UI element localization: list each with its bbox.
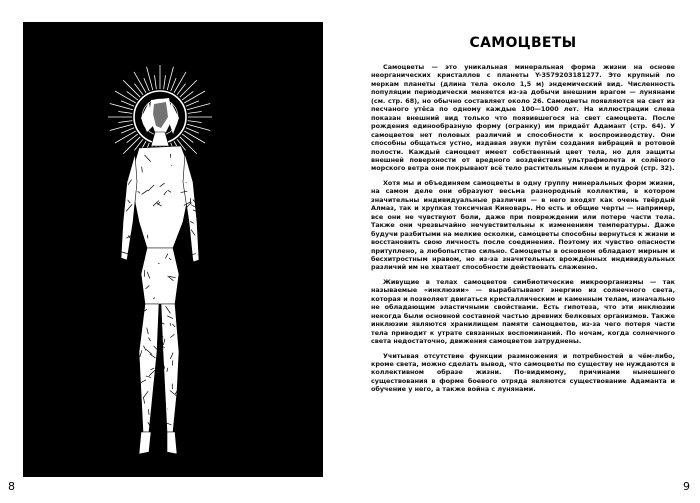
- facet-line: [129, 162, 131, 164]
- facet-line: [177, 401, 178, 407]
- facet-line: [131, 237, 136, 242]
- facet-line: [156, 377, 157, 383]
- illustration-panel: [23, 22, 323, 477]
- halo-ray: [118, 121, 132, 123]
- halo-ray: [180, 80, 197, 97]
- figure-body: [121, 132, 199, 454]
- halo-ray: [174, 72, 186, 93]
- page-number-right: 9: [683, 480, 690, 493]
- facet-line: [129, 245, 133, 250]
- paragraph-2: Хотя мы и объединяем самоцветы в одну группу минеральных форм жизни, на самом деле они образуют весьма разнородный коллектив, в котором значительны индивидуальные различия — в него входят как очень твёрдый Алмаз, так и хрупкая токсичная Киноварь. Но есть и общие черты — например, все они не чувствуют боли, даже при повреждении или потере части тела. Также они чрезвычайно нечувствительны к изменениям температуры. Даже будучи разбитыми на мелкие осколки, самоцветы способны вернуться к жизни и восстановить свою личность после соединения. Поэтому их чувство опасности притуплено, а любопытство сильно. Самоцветы в основном обладают мирным и бесхитростным нравом, но из-за значительных врождённых индивидуальных различий им не хватает способности действовать слаженно.: [371, 178, 675, 272]
- halo-ray: [184, 131, 205, 143]
- halo-ray: [171, 78, 176, 91]
- facet-line: [180, 241, 186, 247]
- halo-ray: [186, 128, 199, 133]
- facet-line: [122, 193, 126, 196]
- facet-line: [188, 233, 190, 239]
- halo-ray: [144, 78, 149, 91]
- facet-line: [125, 177, 128, 180]
- text-column: [371, 25, 675, 400]
- facet-line: [143, 245, 144, 249]
- halo-ray: [115, 131, 136, 143]
- paragraph-4: Учитывая отсутствие функции размножения и потребностей в чём-либо, кроме света, можно сделать вывод, что самоцветы по существу не нуждаются в коллективном образе жизни. По-видимому, причинами нынешнего существования в форме боевого отряда являются существование Адаманта и обучение у него, а также война с лунянами.: [371, 351, 675, 394]
- paragraph-1: Самоцветы — это уникальная минеральная форма жизни на основе неорганических кристаллов с планеты Y-3579203181277. Это крупный по меркам планеты (длина тела около 1,5 м) эндемический вид. Численность популяции периодически меняется из-за добычи внешним врагом — лунянами (см. стр. 68), но обычно составляет около 26. Самоцветы появляются на свет из песчаного утёса по одному каждые 100—1000 лет. На иллюстрации слева показан внешний вид только что появившегося на свет самоцвета. После рождения единообразную форму (огранку) им придаёт Адамант (стр. 64). У самоцветов нет половых различий и способности к воспроизводству. Они способны общаться устно, издавая звуки путём создания вибраций в ротовой полости. Каждый самоцвет имеет собственный цвет тела, но для защиты внешней поверхности от вредного воздействия ультрафиолета и солёного морского ветра они покрывают всё тело растительным клеем и пудрой (стр. 32).: [371, 63, 675, 173]
- halo-ray: [121, 128, 134, 133]
- halo-ray: [134, 72, 146, 93]
- facet-line: [121, 159, 127, 166]
- halo-ray: [155, 75, 157, 89]
- page-number-left: 8: [8, 480, 15, 493]
- facet-line: [136, 245, 139, 247]
- facet-line: [162, 360, 163, 367]
- figure-head: [141, 98, 179, 134]
- halo-ray: [123, 80, 140, 97]
- halo-ray: [115, 91, 136, 103]
- crystal-figure-icon: [23, 22, 323, 477]
- halo-ray: [184, 91, 205, 103]
- facet-line: [158, 384, 162, 387]
- halo-ray: [121, 101, 134, 106]
- halo-ray: [123, 137, 140, 154]
- facet-line: [156, 380, 158, 382]
- halo-ray: [188, 112, 202, 114]
- facet-line: [155, 425, 157, 431]
- halo-ray: [118, 112, 132, 114]
- halo-ray: [164, 75, 166, 89]
- page-title: САМОЦВЕТЫ: [469, 35, 577, 51]
- halo-ray: [186, 101, 199, 106]
- paragraph-3: Живущие в телах самоцветов симбиотические микроорганизмы — так называемые «инклюзии» — вырабатывают энергию из солнечного света, которая и позволяет двигаться кристаллическим и каменным телам, изначально не обладающим эластичными свойствами. Есть гипотеза, что эти инклюзии некогда были основной составной частью древних белковых организмов. Также инклюзии являются хранилищем памяти самоцветов, из-за чего потеря части тела приводит к утрате связанных воспоминаний. По ночам, когда солнечного света недостаточно, движения самоцветов затруднены.: [371, 277, 675, 346]
- halo-ray: [188, 121, 202, 123]
